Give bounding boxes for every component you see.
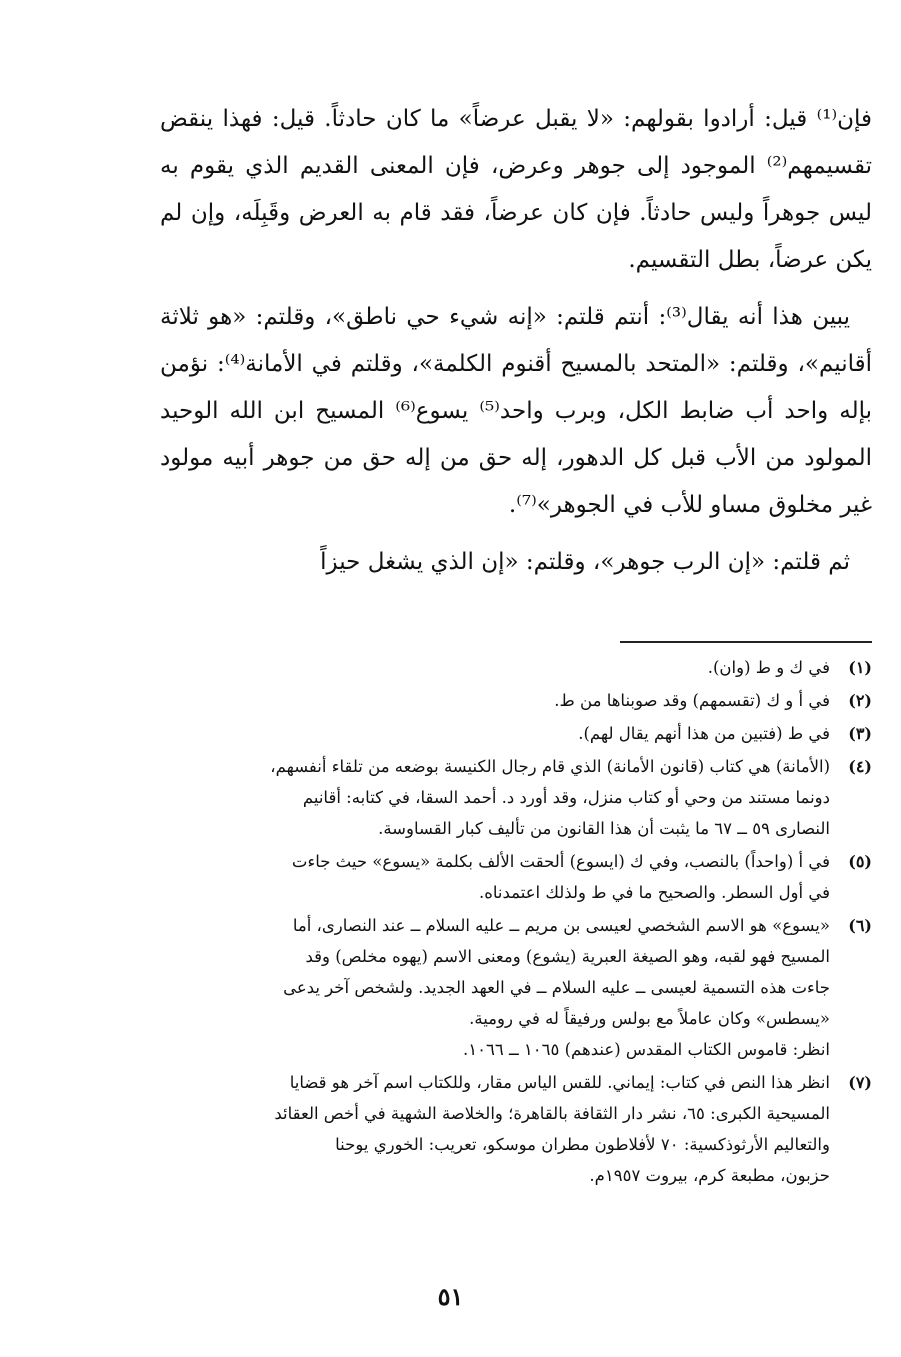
footnote-line: في ك و ط (وان).: [707, 658, 830, 677]
footnote-line: انظر هذا النص في كتاب: إيماني. للقس الياس مقار، وللكتاب اسم آخر هو قضايا: [289, 1073, 830, 1092]
footnote-line: دونما مستند من وحي أو كتاب منزل، وقد أورد د. أحمد السقا، في كتابه: أقانيم: [302, 788, 830, 807]
footnote-number: (٦): [848, 916, 872, 935]
footnote: [160, 685, 872, 716]
footnote: [160, 1067, 872, 1191]
footnote-number: (٥): [848, 852, 872, 871]
footnote-text: [160, 1067, 830, 1191]
footnote-text: [160, 685, 830, 716]
footnote: [160, 718, 872, 749]
footnote-text: [160, 846, 830, 908]
footnote-text: [160, 910, 830, 1065]
paragraph-3: ثم قلتم: «إن الرب جوهر»، وقلتم: «إن الذي يشغل حيزاً: [320, 549, 850, 575]
main-text: [160, 96, 872, 596]
footnote: [160, 652, 872, 683]
footnote-line: في ط (فتبين من هذا أنهم يقال لهم).: [578, 724, 830, 743]
footnote-line: «يسوع» هو الاسم الشخصي لعيسى بن مريم ــ عليه السلام ــ عند النصارى، أما: [292, 916, 830, 935]
footnote-line: حزبون، مطبعة كرم، بيروت ١٩٥٧م.: [589, 1166, 830, 1185]
footnote-number: (٢): [848, 691, 872, 710]
footnote-text: [160, 718, 830, 749]
footnote-line: (الأمانة) هي كتاب (قانون الأمانة) الذي قام رجال الكنيسة بوضعه من تلقاء أنفسهم،: [270, 757, 830, 776]
footnote-line: في أ و ك (تقسمهم) وقد صوبناها من ط.: [554, 691, 830, 710]
footnote-number: (٤): [848, 757, 872, 776]
paragraph-1: فإن⁽¹⁾ قيل: أرادوا بقولهم: «لا يقبل عرضاً» ما كان حادثاً. قيل: فهذا ينقض تقسيمهم⁽²⁾ الموجود إلى جوهر وعرض، فإن المعنى القديم الذي يقوم به ليس جوهراً وليس حادثاً. فإن كان عرضاً، فقد قام به العرض وقَبِلَه، وإن لم يكن عرضاً، بطل التقسيم.: [160, 106, 872, 273]
footnote-line: انظر: قاموس الكتاب المقدس (عندهم) ١٠٦٥ ــ ١٠٦٦.: [463, 1040, 830, 1059]
footnote-line: النصارى ٥٩ ــ ٦٧ ما يثبت أن هذا القانون من تأليف كبار القساوسة.: [378, 819, 830, 838]
footnote-line: والتعاليم الأرثوذكسية: ٧٠ لأفلاطون مطران موسكو، تعريب: الخوري يوحنا: [335, 1135, 830, 1154]
footnote-line: في أول السطر. والصحيح ما في ط ولذلك اعتمدناه.: [479, 883, 830, 902]
footnote-text: [160, 652, 830, 683]
footnote-line: جاءت هذه التسمية لعيسى ــ عليه السلام ــ في العهد الجديد. ولشخص آخر يدعى: [283, 978, 830, 997]
footnote-line: المسيحية الكبرى: ٦٥، نشر دار الثقافة بالقاهرة؛ والخلاصة الشهية في أخص العقائد: [274, 1104, 830, 1123]
footnote-text: [160, 751, 830, 844]
footnote-number: (٣): [848, 724, 872, 743]
footnote: [160, 846, 872, 908]
footnote-separator: [620, 641, 872, 643]
page-number: ٥١: [437, 1282, 464, 1311]
paragraph-2: يبين هذا أنه يقال⁽³⁾: أنتم قلتم: «إنه شيء حي ناطق»، وقلتم: «هو ثلاثة أقانيم»، وقلتم: «المتحد بالمسيح أقنوم الكلمة»، وقلتم في الأمانة⁽⁴⁾: نؤمن بإله واحد أب ضابط الكل، وبرب واحد⁽⁵⁾ يسوع⁽⁶⁾ المسيح ابن الله الوحيد المولود من الأب قبل كل الدهور، إله حق من إله حق من جوهر أبيه مولود غير مخلوق مساو للأب في الجوهر»⁽⁷⁾.: [160, 304, 872, 518]
footnotes: [160, 652, 872, 1193]
footnote: [160, 910, 872, 1065]
footnote-number: (١): [848, 658, 872, 677]
footnote-line: في أ (واحداً) بالنصب، وفي ك (ايسوع) ألحقت الألف بكلمة «يسوع» حيث جاءت: [291, 852, 830, 871]
footnote-number: (٧): [848, 1073, 872, 1092]
footnote-line: المسيح فهو لقبه، وهو الصيغة العبرية (يشوع) ومعنى الاسم (يهوه مخلص) وقد: [305, 947, 830, 966]
footnote-line: «يسطس» وكان عاملاً مع بولس ورفيقاً له في رومية.: [469, 1009, 830, 1028]
footnote: [160, 751, 872, 844]
